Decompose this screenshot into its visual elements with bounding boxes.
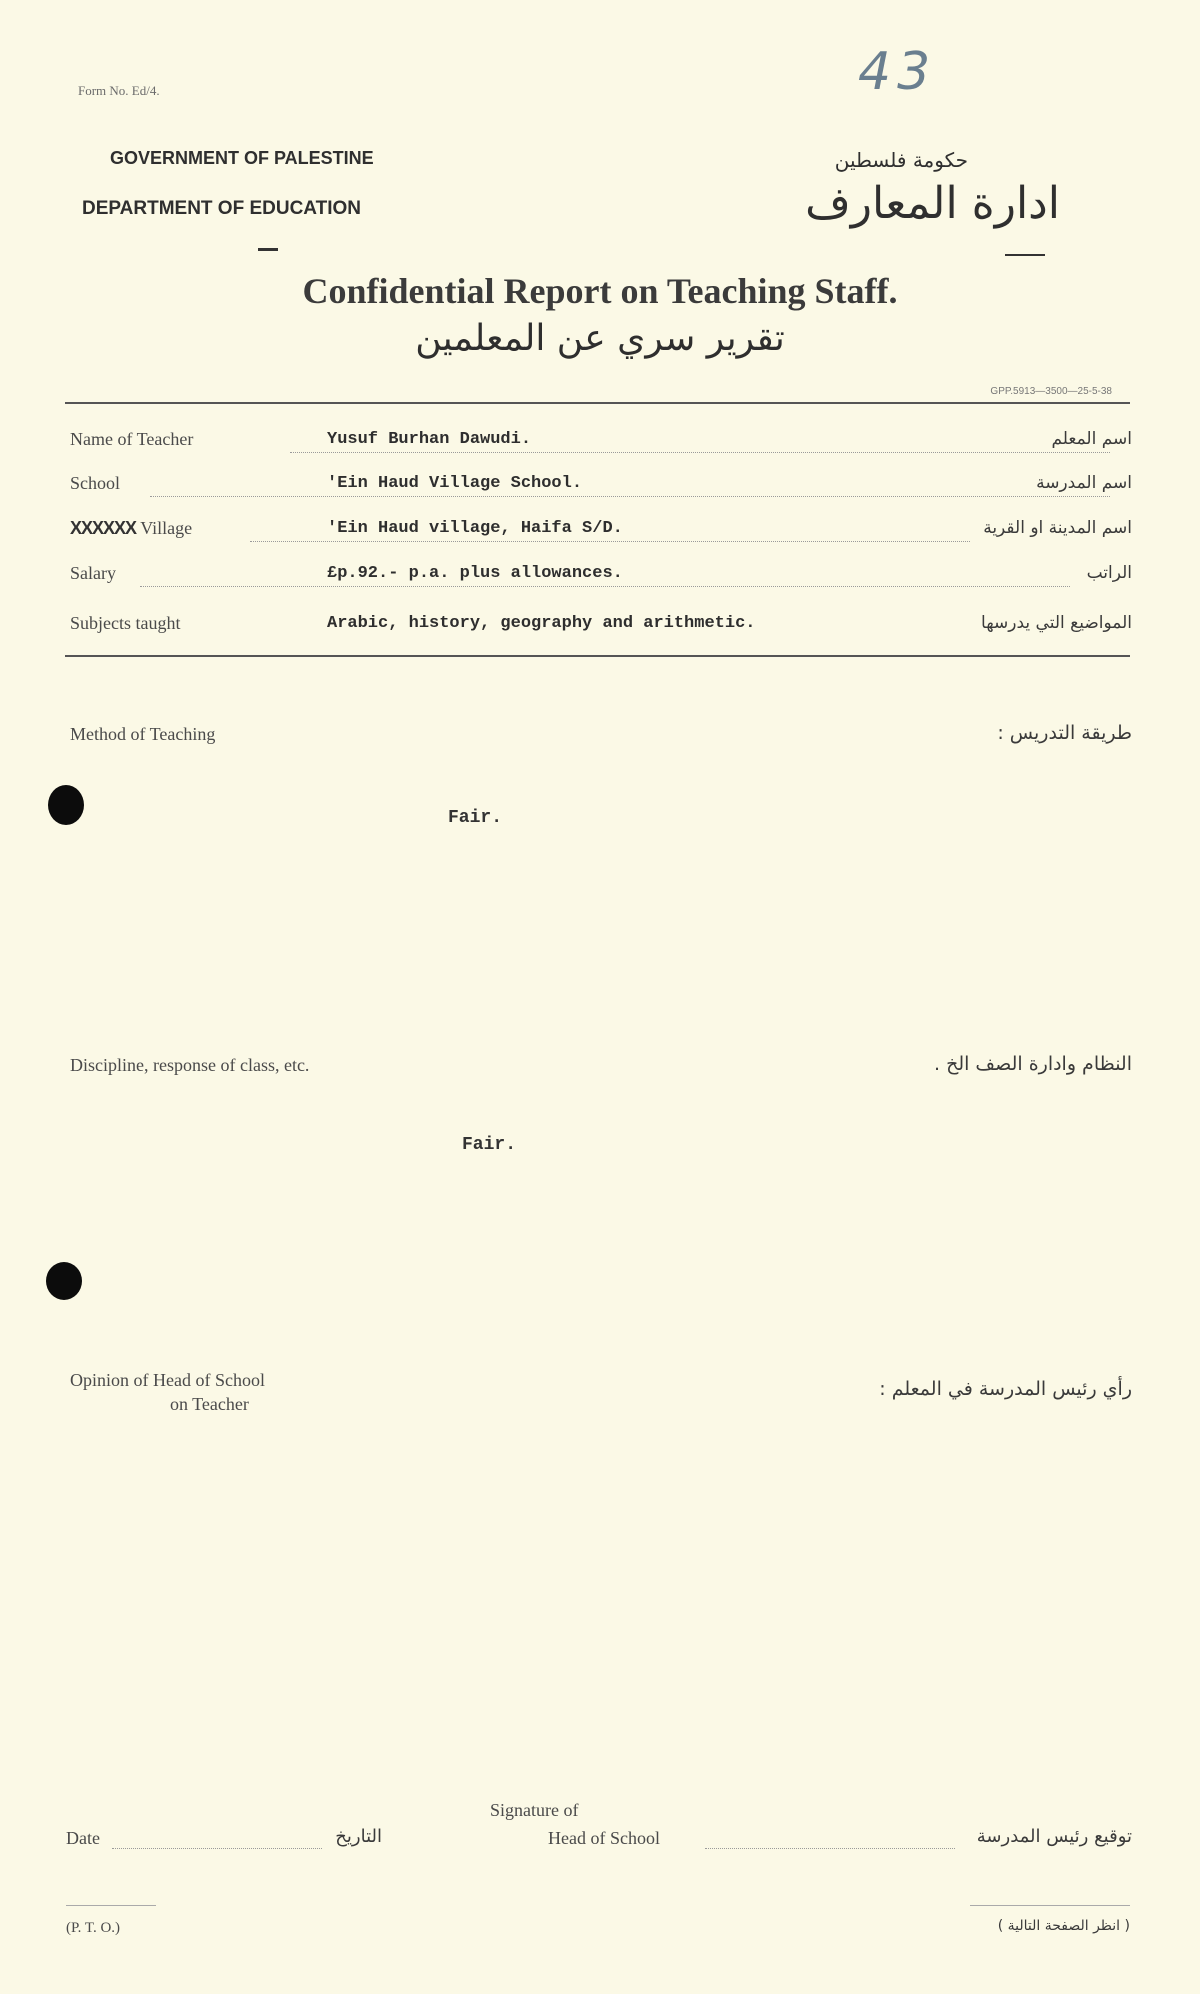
- salary-value: £p.92.- p.a. plus allowances.: [327, 564, 623, 583]
- opinion-label-line2: on Teacher: [170, 1394, 249, 1414]
- subjects-taught-value: Arabic, history, geography and arithmetic.: [327, 614, 756, 633]
- opinion-label: Opinion of Head of School: [70, 1370, 265, 1390]
- signature-line: [705, 1848, 955, 1849]
- subjects-taught-label: Subjects taught: [70, 613, 181, 633]
- signature-label-arabic: توقيع رئيس المدرسة: [976, 1826, 1132, 1847]
- salary-label: Salary: [70, 563, 116, 583]
- pto-note-arabic: ( انظر الصفحة التالية ): [997, 1918, 1130, 1934]
- government-heading-arabic: حكومة فلسطين: [834, 148, 968, 172]
- date-label-arabic: التاريخ: [335, 1826, 382, 1847]
- name-of-teacher-label: Name of Teacher: [70, 429, 194, 449]
- discipline-label: Discipline, response of class, etc.: [70, 1055, 310, 1075]
- pto-rule: [66, 1905, 156, 1906]
- village-value: 'Ein Haud village, Haifa S/D.: [327, 519, 623, 538]
- field-line: [250, 541, 970, 542]
- method-of-teaching-label: Method of Teaching: [70, 724, 216, 744]
- report-title-arabic: تقرير سري عن المعلمين: [415, 318, 785, 359]
- form-number: Form No. Ed/4.: [78, 83, 160, 98]
- school-label: School: [70, 473, 121, 493]
- village-label: [70, 518, 300, 539]
- title-rule: [65, 402, 1130, 404]
- discipline-label-arabic: النظام وادارة الصف الخ .: [933, 1053, 1132, 1075]
- punch-hole: [48, 785, 84, 825]
- fields-rule: [65, 655, 1130, 657]
- field-line: [140, 586, 1070, 587]
- field-line: [290, 452, 1110, 453]
- signature-label-line1: Signature of: [490, 1800, 579, 1820]
- government-heading: GOVERNMENT OF PALESTINE: [110, 148, 374, 168]
- department-heading-arabic: ادارة المعارف: [805, 178, 1060, 229]
- header-dash-right: [1005, 254, 1045, 256]
- department-heading: DEPARTMENT OF EDUCATION: [82, 198, 362, 219]
- field-line: [150, 496, 1110, 497]
- punch-hole: [46, 1262, 82, 1300]
- report-title: Confidential Report on Teaching Staff.: [302, 271, 898, 311]
- village-label-arabic: اسم المدينة او القرية: [983, 518, 1132, 538]
- method-of-teaching-label-arabic: طريقة التدريس :: [997, 722, 1132, 744]
- discipline-value: Fair.: [462, 1135, 517, 1155]
- struck-text: XXXXXX: [70, 518, 137, 538]
- date-label: Date: [66, 1828, 100, 1848]
- salary-label-arabic: الراتب: [1086, 563, 1132, 583]
- print-code: GPP.5913—3500—25-5-38: [990, 386, 1112, 397]
- name-of-teacher-label-arabic: اسم المعلم: [1051, 429, 1132, 449]
- signature-label-line2: Head of School: [548, 1828, 660, 1848]
- method-of-teaching-value: Fair.: [448, 808, 503, 828]
- pto-rule-arabic: [970, 1905, 1130, 1906]
- pto-note: (P. T. O.): [66, 1920, 121, 1936]
- school-value: 'Ein Haud Village School.: [327, 474, 583, 493]
- date-line: [112, 1848, 322, 1849]
- subjects-taught-label-arabic: المواضيع التي يدرسها: [981, 613, 1132, 633]
- village-label-text: Village: [140, 518, 193, 538]
- header-dash-left: [258, 248, 278, 251]
- opinion-label-arabic: رأي رئيس المدرسة في المعلم :: [879, 1378, 1132, 1400]
- school-label-arabic: اسم المدرسة: [1036, 473, 1132, 493]
- page-number: 43: [858, 42, 937, 102]
- name-of-teacher-value: Yusuf Burhan Dawudi.: [327, 430, 532, 449]
